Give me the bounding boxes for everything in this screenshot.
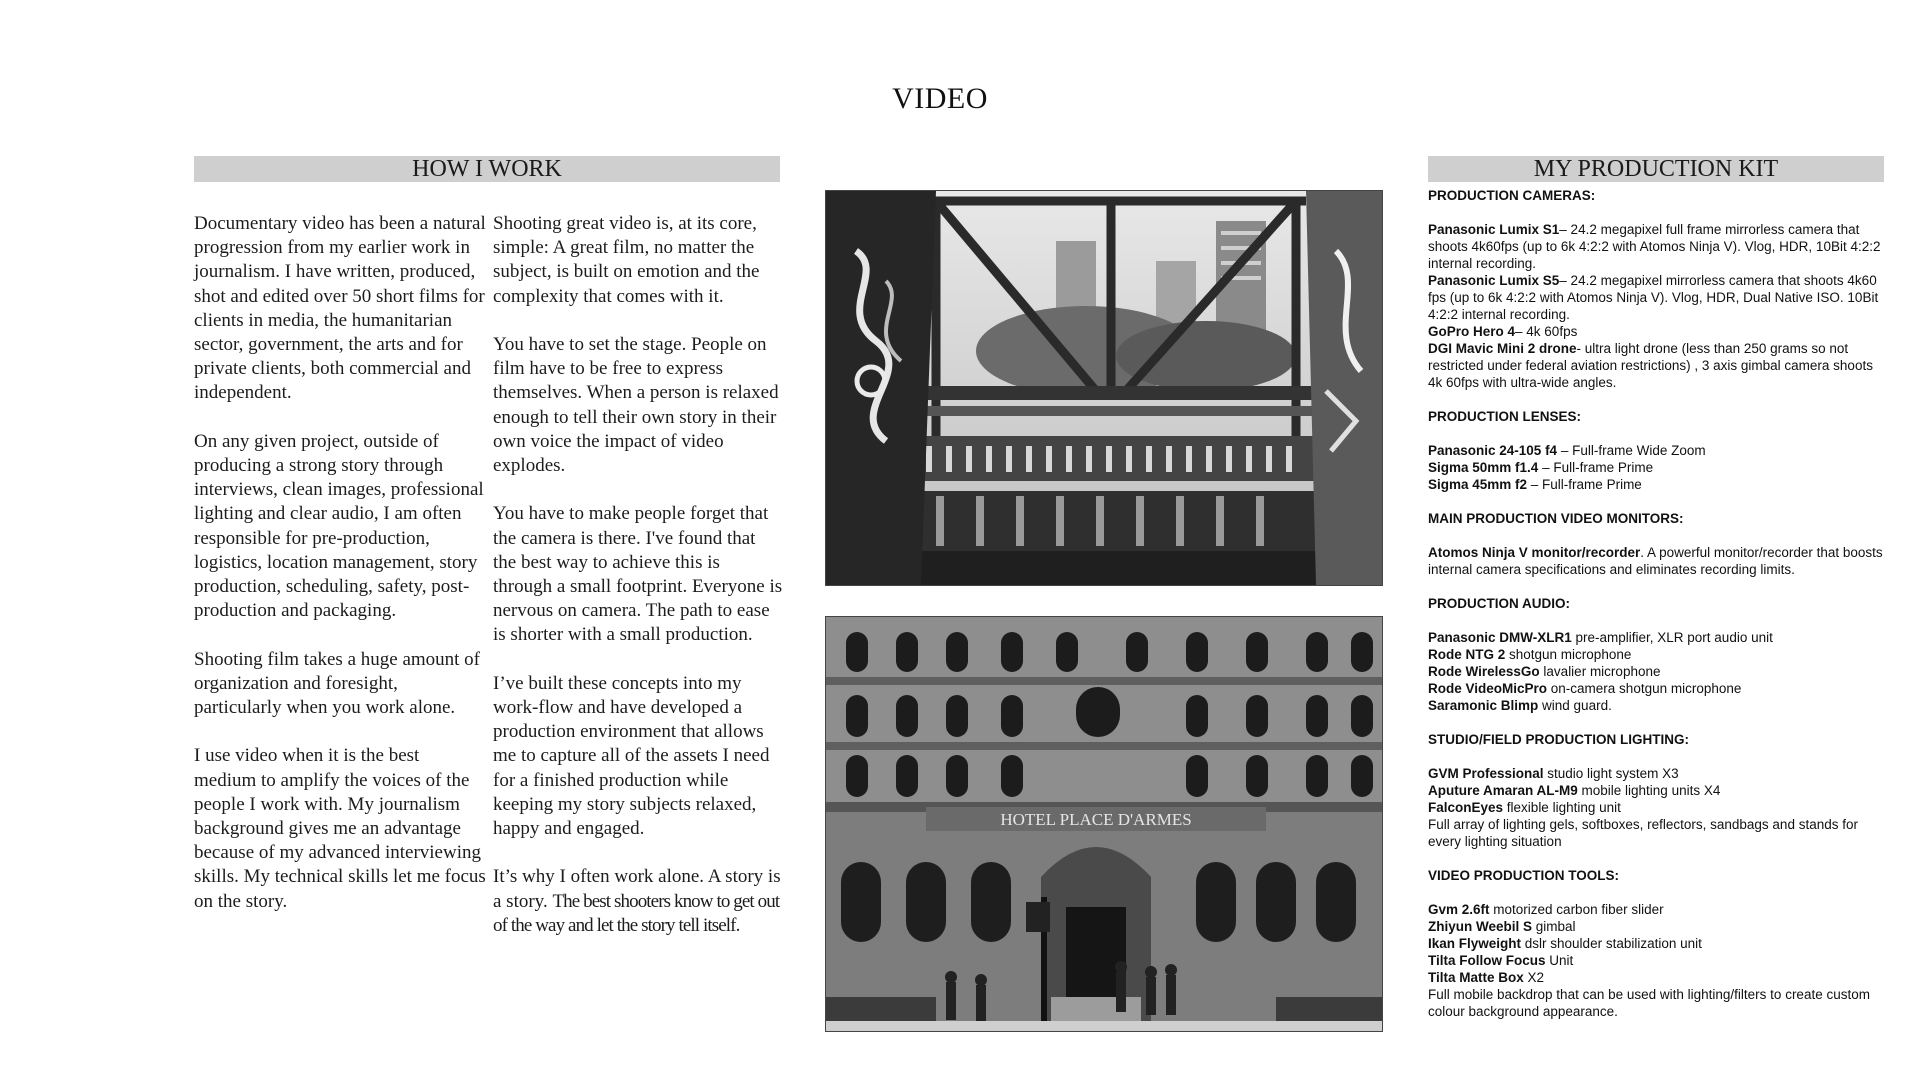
paragraph-last-part-b: The best shooters know to get out of the way and let the story tell itself. <box>493 890 780 936</box>
kit-item <box>1428 935 1888 952</box>
kit-item-name: Tilta Matte Box <box>1428 970 1524 985</box>
paragraph: You have to set the stage. People on film have to be free to express themselves. When a person is relaxed enough to tell their own story in their own voice the impact of video explodes. <box>493 334 779 477</box>
kit-item-name: Panasonic Lumix S5 <box>1428 273 1560 288</box>
production-kit-heading: MY PRODUCTION KIT <box>1428 156 1884 182</box>
how-i-work-heading: HOW I WORK <box>194 156 780 182</box>
section-title-lighting: STUDIO/FIELD PRODUCTION LIGHTING: <box>1428 732 1689 747</box>
kit-item-desc: pre-amplifier, XLR port audio unit <box>1571 630 1773 645</box>
kit-item <box>1428 799 1888 816</box>
paragraph: Documentary video has been a natural progression from my earlier work in journalism. I have written, produced, shot and edited over 50 short films for clients in media, the humanitarian sector, government, the arts and for private clients, both commercial and independent. <box>194 213 486 404</box>
kit-item <box>1428 680 1888 697</box>
kit-item-desc: – Full-frame Prime <box>1538 460 1654 475</box>
paragraph-last <box>493 865 783 938</box>
kit-item-name: GoPro Hero 4 <box>1428 324 1516 339</box>
kit-item-desc: - ultra light drone (less than 250 grams so not restricted under federal aviation restrictions) , 3 axis gimbal camera shoots 4k 60fps with ultra-wide angles. <box>1428 341 1873 390</box>
kit-item-desc: motorized carbon fiber slider <box>1489 902 1664 917</box>
hotel-sign: HOTEL PLACE D'ARMES <box>1000 810 1192 829</box>
kit-item <box>1428 697 1888 714</box>
kit-item <box>1428 782 1888 799</box>
kit-item-desc: Full array of lighting gels, softboxes, reflectors, sandbags and stands for every lighting situation <box>1428 817 1858 849</box>
hotel-photo <box>825 616 1383 1032</box>
kit-item-desc: shotgun microphone <box>1505 647 1632 662</box>
kit-item-name: Gvm 2.6ft <box>1428 902 1490 917</box>
paragraph-last-part-a: It’s why I often work alone. A story is a story. <box>493 866 781 912</box>
kit-item <box>1428 901 1888 918</box>
kit-item-name: Panasonic DMW-XLR1 <box>1428 630 1572 645</box>
kit-item-name: Atomos Ninja V monitor/recorder <box>1428 545 1641 560</box>
paragraph: Shooting great video is, at its core, simple: A great film, no matter the subject, is built on emotion and the complexity that comes with it. <box>493 213 760 307</box>
kit-item-desc: wind guard. <box>1538 698 1612 713</box>
paragraph: I use video when it is the best medium to amplify the voices of the people I work with. My journalism background gives me an advantage because of my advanced interviewing skills. My technical skills let me focus on the story. <box>194 745 486 912</box>
kit-item-name: Sigma 50mm f1.4 <box>1428 460 1539 475</box>
kit-item-desc: mobile lighting units X4 <box>1577 783 1721 798</box>
paragraph: On any given project, outside of producing a strong story through interviews, clean images, professional lighting and clear audio, I am often responsible for pre-production, logistics, location management, story production, scheduling, safety, post-production and packaging. <box>194 430 484 622</box>
kit-item-name: Panasonic Lumix S1 <box>1428 222 1560 237</box>
kit-item <box>1428 476 1888 493</box>
kit-item <box>1428 816 1888 850</box>
kit-item-desc: Unit <box>1545 953 1574 968</box>
paragraph: I’ve built these concepts into my work-flow and have developed a production environment that allows me to capture all of the assets I need for a finished production while keeping my story subjects relaxed, happy and engaged. <box>493 672 770 840</box>
kit-item-desc: – 24.2 megapixel mirrorless camera that shoots 4k60 fps (up to 6k 4:2:2 with Atomos Ninja V). Vlog, HDR, Dual Native ISO. 10Bit 4:2:2 internal recording. <box>1428 273 1879 322</box>
kit-item <box>1428 663 1888 680</box>
kit-item-name: Ikan Flyweight <box>1428 936 1522 951</box>
kit-item-name: Rode NTG 2 <box>1428 647 1506 662</box>
kit-item <box>1428 221 1888 272</box>
how-i-work-column-1 <box>194 212 486 938</box>
production-kit-list <box>1428 187 1888 1020</box>
kit-item-desc: – Full-frame Prime <box>1527 477 1642 492</box>
kit-item <box>1428 544 1888 578</box>
kit-item-desc: . A powerful monitor/recorder that boosts internal camera specifications and eliminates recording limits. <box>1428 545 1883 577</box>
hotel-photo-graphic <box>826 617 1382 1031</box>
kit-item <box>1428 340 1888 391</box>
paragraph: Shooting film takes a huge amount of organization and foresight, particularly when you work alone. <box>194 648 481 719</box>
kit-item-desc: on-camera shotgun microphone <box>1547 681 1742 696</box>
kit-item-name: Saramonic Blimp <box>1428 698 1539 713</box>
kit-item <box>1428 323 1888 340</box>
page-title: VIDEO <box>892 82 988 115</box>
kit-item-name: Sigma 45mm f2 <box>1428 477 1528 492</box>
kit-item <box>1428 969 1888 986</box>
kit-item-name: FalconEyes <box>1428 800 1504 815</box>
kit-item-desc: – 24.2 megapixel full frame mirrorless camera that shoots 4k60fps (up to 6k 4:2:2 with Atomos Ninja V). Vlog, HDR, 10Bit 4:2:2 internal recording. <box>1428 222 1881 271</box>
kit-item <box>1428 629 1888 646</box>
kit-item <box>1428 986 1888 1020</box>
kit-item-name: DGI Mavic Mini 2 drone <box>1428 341 1577 356</box>
kit-item-desc: Full mobile backdrop that can be used with lighting/filters to create custom colour background appearance. <box>1428 987 1870 1019</box>
kit-item <box>1428 459 1888 476</box>
kit-item-name: Aputure Amaran AL-M9 <box>1428 783 1578 798</box>
section-title-lenses: PRODUCTION LENSES: <box>1428 409 1582 424</box>
kit-item <box>1428 765 1888 782</box>
kit-item-name: Rode VideoMicPro <box>1428 681 1548 696</box>
kit-item-name: Zhiyun Weebil S <box>1428 919 1533 934</box>
kit-item-name: Panasonic 24-105 f4 <box>1428 443 1558 458</box>
kit-item-desc: gimbal <box>1532 919 1576 934</box>
kit-item-desc: studio light system X3 <box>1543 766 1679 781</box>
kit-item <box>1428 952 1888 969</box>
bridge-photo <box>825 190 1383 586</box>
kit-item-desc: – 4k 60fps <box>1515 324 1578 339</box>
kit-item-desc: dslr shoulder stabilization unit <box>1521 936 1702 951</box>
section-title-cameras: PRODUCTION CAMERAS: <box>1428 188 1596 203</box>
section-title-tools: VIDEO PRODUCTION TOOLS: <box>1428 868 1620 883</box>
how-i-work-column-2 <box>493 212 783 962</box>
kit-item-desc: – Full-frame Wide Zoom <box>1557 443 1706 458</box>
bridge-photo-graphic <box>826 191 1382 585</box>
kit-item-name: Rode WirelessGo <box>1428 664 1540 679</box>
kit-item-name: Tilta Follow Focus <box>1428 953 1546 968</box>
kit-item <box>1428 918 1888 935</box>
kit-item <box>1428 272 1888 323</box>
section-title-monitors: MAIN PRODUCTION VIDEO MONITORS: <box>1428 511 1684 526</box>
kit-item <box>1428 442 1888 459</box>
section-title-audio: PRODUCTION AUDIO: <box>1428 596 1570 611</box>
kit-item-desc: X2 <box>1523 970 1545 985</box>
kit-item <box>1428 646 1888 663</box>
kit-item-desc: flexible lighting unit <box>1503 800 1621 815</box>
kit-item-desc: lavalier microphone <box>1539 664 1661 679</box>
paragraph: You have to make people forget that the camera is there. I've found that the best way to achieve this is through a small footprint. Everyone is nervous on camera. The path to ease is shorter with a small production. <box>493 503 783 646</box>
kit-item-name: GVM Professional <box>1428 766 1544 781</box>
